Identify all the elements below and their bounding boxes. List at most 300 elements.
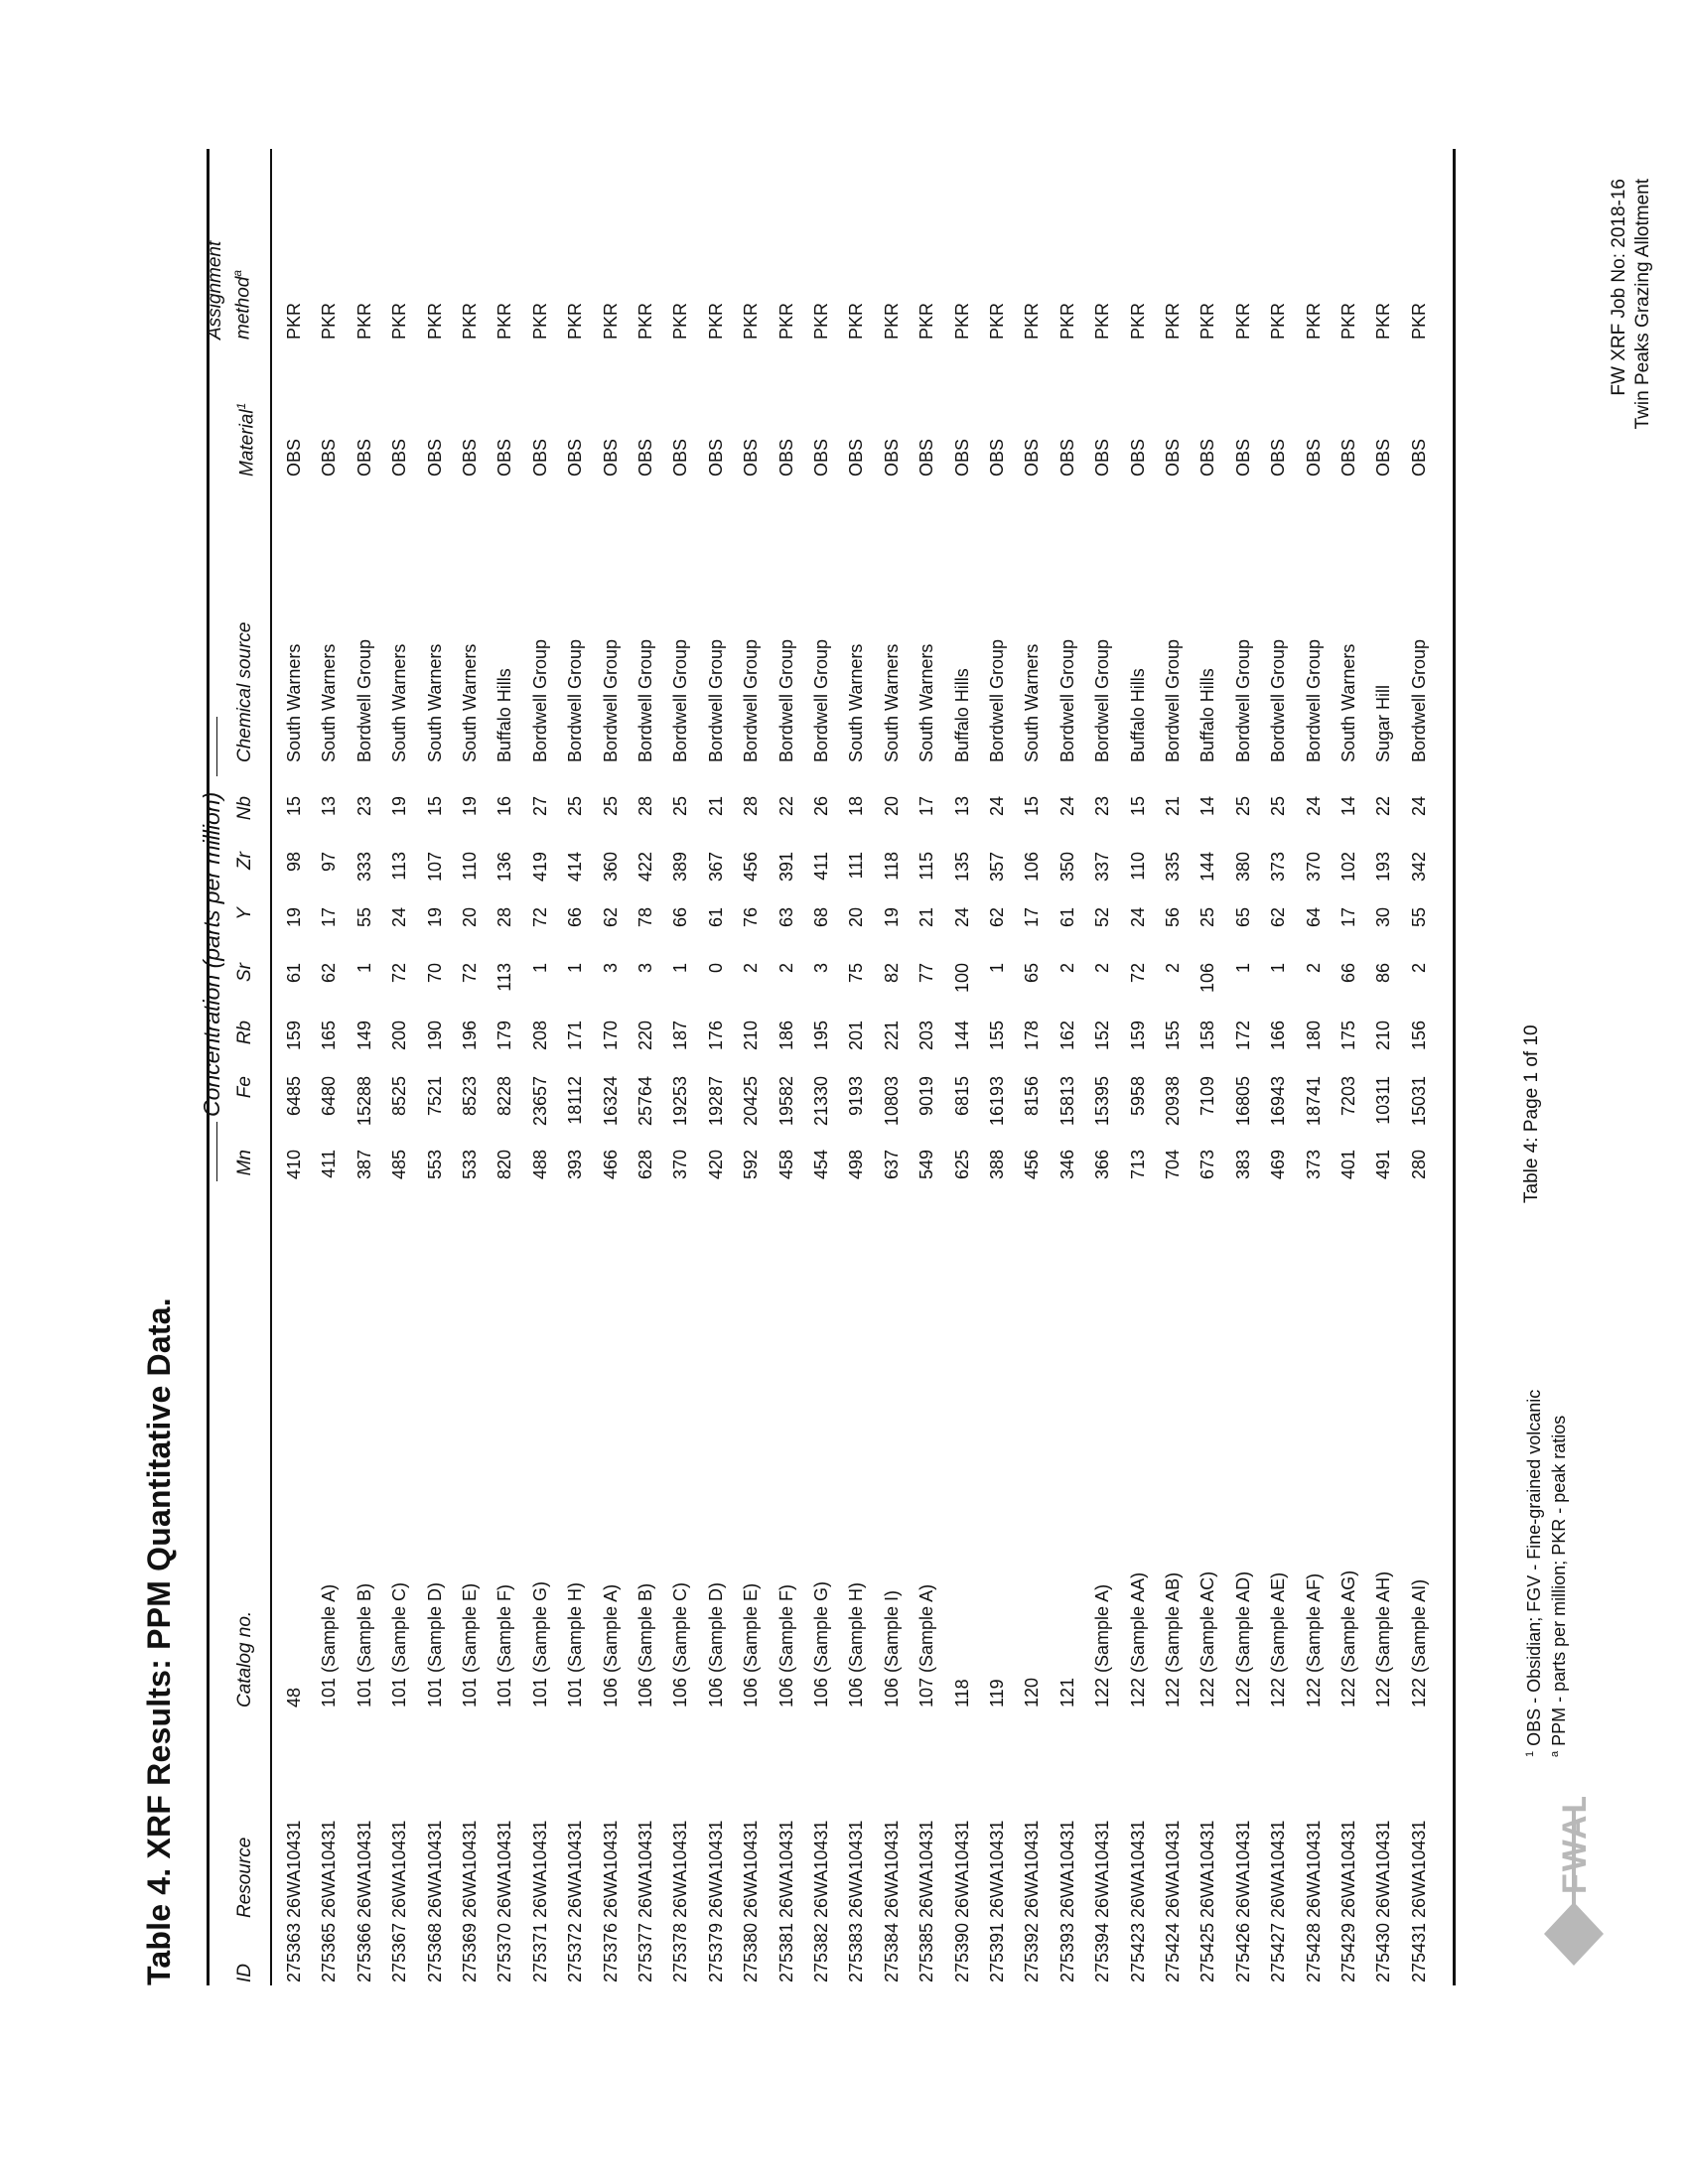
cell-y: 68 bbox=[811, 907, 831, 928]
cell-catalog: 101 (Sample C) bbox=[389, 1581, 410, 1707]
cell-zr: 367 bbox=[705, 852, 726, 883]
cell-y: 17 bbox=[319, 907, 340, 928]
cell-resource: 26WA10431 bbox=[319, 1820, 340, 1918]
cell-rb: 180 bbox=[1303, 1021, 1324, 1051]
cell-material: OBS bbox=[1303, 438, 1324, 477]
cell-sr: 72 bbox=[460, 963, 480, 984]
cell-nb: 15 bbox=[284, 796, 304, 817]
cell-fe: 8156 bbox=[1022, 1076, 1043, 1117]
table-row bbox=[1048, 0, 1083, 2184]
cell-material: OBS bbox=[1338, 438, 1358, 477]
cell-material: OBS bbox=[1373, 438, 1394, 477]
cell-resource: 26WA10431 bbox=[424, 1820, 445, 1918]
cell-sr: 106 bbox=[1197, 963, 1218, 994]
cell-resource: 26WA10431 bbox=[741, 1820, 762, 1918]
cell-sr: 1 bbox=[529, 963, 550, 974]
cell-sr: 2 bbox=[741, 963, 762, 974]
table-row bbox=[309, 0, 345, 2184]
cell-method: PKR bbox=[1197, 302, 1218, 340]
cell-resource: 26WA10431 bbox=[529, 1820, 550, 1918]
cell-sr: 2 bbox=[1056, 963, 1077, 974]
cell-resource: 26WA10431 bbox=[1408, 1820, 1429, 1918]
cell-sr: 72 bbox=[389, 963, 410, 984]
cell-nb: 25 bbox=[670, 796, 691, 817]
table-row bbox=[591, 0, 627, 2184]
cell-mn: 673 bbox=[1197, 1150, 1218, 1180]
cell-fe: 19287 bbox=[705, 1076, 726, 1127]
cell-mn: 373 bbox=[1303, 1150, 1324, 1180]
footnote-material: $^1$ OBS - Obsidian; FGV - Fine-grained volcanic bbox=[1524, 1389, 1544, 1757]
cell-nb: 17 bbox=[916, 796, 937, 817]
cell-method: PKR bbox=[1127, 302, 1148, 340]
cell-y: 20 bbox=[460, 907, 480, 928]
cell-resource: 26WA10431 bbox=[1303, 1820, 1324, 1918]
table-row bbox=[1329, 0, 1364, 2184]
cell-id: 275427 bbox=[1268, 1922, 1289, 1982]
cell-mn: 820 bbox=[494, 1150, 515, 1180]
group-line-left bbox=[216, 1122, 217, 1181]
concentration-group-header: Concentration (parts per million) bbox=[199, 791, 224, 1117]
cell-y: 24 bbox=[1127, 907, 1148, 928]
cell-catalog: 122 (Sample AC) bbox=[1197, 1570, 1218, 1707]
cell-material: OBS bbox=[1092, 438, 1113, 477]
cell-nb: 24 bbox=[1056, 796, 1077, 817]
cell-nb: 28 bbox=[741, 796, 762, 817]
cell-method: PKR bbox=[951, 302, 972, 340]
cell-rb: 155 bbox=[987, 1021, 1007, 1051]
cell-fe: 15288 bbox=[353, 1076, 374, 1127]
cell-zr: 110 bbox=[1127, 852, 1148, 881]
cell-rb: 187 bbox=[670, 1021, 691, 1051]
cell-method: PKR bbox=[460, 302, 480, 340]
cell-zr: 337 bbox=[1092, 852, 1113, 883]
cell-y: 17 bbox=[1338, 907, 1358, 928]
cell-catalog: 106 (Sample H) bbox=[846, 1581, 867, 1707]
cell-rb: 171 bbox=[565, 1021, 586, 1051]
cell-rb: 195 bbox=[811, 1021, 831, 1051]
cell-material: OBS bbox=[987, 438, 1007, 477]
cell-y: 52 bbox=[1092, 907, 1113, 928]
cell-sr: 66 bbox=[1338, 963, 1358, 984]
cell-method: PKR bbox=[424, 302, 445, 340]
cell-y: 24 bbox=[389, 907, 410, 928]
cell-zr: 357 bbox=[987, 852, 1007, 883]
project-name: Twin Peaks Grazing Allotment bbox=[1632, 179, 1653, 430]
cell-mn: 704 bbox=[1163, 1150, 1183, 1180]
cell-nb: 18 bbox=[846, 796, 867, 817]
cell-y: 19 bbox=[424, 907, 445, 928]
cell-sr: 1 bbox=[353, 963, 374, 974]
cell-fe: 7109 bbox=[1197, 1076, 1218, 1117]
cell-method: PKR bbox=[1232, 302, 1253, 340]
cell-y: 25 bbox=[1197, 907, 1218, 928]
cell-resource: 26WA10431 bbox=[881, 1820, 902, 1918]
cell-y: 21 bbox=[916, 907, 937, 928]
cell-rb: 178 bbox=[1022, 1021, 1043, 1051]
cell-fe: 6815 bbox=[951, 1076, 972, 1117]
cell-nb: 13 bbox=[319, 796, 340, 817]
cell-catalog: 122 (Sample AF) bbox=[1303, 1572, 1324, 1707]
cell-zr: 333 bbox=[353, 852, 374, 883]
cell-id: 275369 bbox=[460, 1922, 480, 1982]
cell-material: OBS bbox=[635, 438, 655, 477]
cell-method: PKR bbox=[353, 302, 374, 340]
cell-id: 275390 bbox=[951, 1922, 972, 1982]
cell-source: Bordwell Group bbox=[1408, 638, 1429, 762]
cell-sr: 100 bbox=[951, 963, 972, 994]
header-rb: Rb bbox=[234, 1021, 255, 1045]
cell-y: 65 bbox=[1232, 907, 1253, 928]
cell-resource: 26WA10431 bbox=[1268, 1820, 1289, 1918]
cell-rb: 170 bbox=[600, 1021, 621, 1051]
cell-sr: 62 bbox=[319, 963, 340, 984]
cell-rb: 144 bbox=[951, 1021, 972, 1051]
table-row bbox=[379, 0, 415, 2184]
cell-mn: 466 bbox=[600, 1150, 621, 1180]
cell-rb: 149 bbox=[353, 1021, 374, 1051]
cell-material: OBS bbox=[881, 438, 902, 477]
logo-text: FWAL bbox=[1556, 1797, 1594, 1894]
cell-nb: 25 bbox=[600, 796, 621, 817]
cell-y: 64 bbox=[1303, 907, 1324, 928]
cell-resource: 26WA10431 bbox=[705, 1820, 726, 1918]
table-row bbox=[907, 0, 942, 2184]
cell-rb: 172 bbox=[1232, 1021, 1253, 1051]
cell-resource: 26WA10431 bbox=[353, 1820, 374, 1918]
cell-method: PKR bbox=[1338, 302, 1358, 340]
cell-catalog: 122 (Sample AG) bbox=[1338, 1570, 1358, 1707]
cell-catalog: 106 (Sample E) bbox=[741, 1582, 762, 1707]
cell-catalog: 121 bbox=[1056, 1677, 1077, 1707]
cell-resource: 26WA10431 bbox=[1197, 1820, 1218, 1918]
table-row bbox=[801, 0, 837, 2184]
header-resource: Resource bbox=[234, 1837, 255, 1918]
header-nb: Nb bbox=[234, 796, 255, 821]
fwal-logo bbox=[1524, 1797, 1623, 1966]
cell-method: PKR bbox=[529, 302, 550, 340]
cell-mn: 454 bbox=[811, 1150, 831, 1180]
cell-fe: 10311 bbox=[1373, 1076, 1394, 1125]
cell-id: 275423 bbox=[1127, 1922, 1148, 1982]
cell-source: Buffalo Hills bbox=[494, 668, 515, 762]
cell-mn: 458 bbox=[775, 1150, 796, 1180]
cell-resource: 26WA10431 bbox=[916, 1820, 937, 1918]
cell-nb: 13 bbox=[951, 796, 972, 817]
cell-method: PKR bbox=[987, 302, 1007, 340]
cell-fe: 7203 bbox=[1338, 1076, 1358, 1117]
cell-y: 56 bbox=[1163, 907, 1183, 928]
table-row bbox=[942, 0, 978, 2184]
cell-resource: 26WA10431 bbox=[846, 1820, 867, 1918]
cell-y: 28 bbox=[494, 907, 515, 928]
cell-catalog: 106 (Sample C) bbox=[670, 1581, 691, 1707]
cell-mn: 713 bbox=[1127, 1150, 1148, 1180]
cell-zr: 97 bbox=[319, 852, 340, 873]
cell-resource: 26WA10431 bbox=[1056, 1820, 1077, 1918]
cell-fe: 5958 bbox=[1127, 1076, 1148, 1117]
cell-y: 19 bbox=[881, 907, 902, 928]
cell-rb: 210 bbox=[741, 1021, 762, 1051]
cell-source: Bordwell Group bbox=[670, 638, 691, 762]
cell-material: OBS bbox=[670, 438, 691, 477]
cell-method: PKR bbox=[389, 302, 410, 340]
cell-method: PKR bbox=[1268, 302, 1289, 340]
table-row bbox=[836, 0, 872, 2184]
cell-method: PKR bbox=[881, 302, 902, 340]
cell-sr: 2 bbox=[775, 963, 796, 974]
cell-resource: 26WA10431 bbox=[635, 1820, 655, 1918]
cell-id: 275391 bbox=[987, 1922, 1007, 1982]
cell-mn: 393 bbox=[565, 1150, 586, 1180]
cell-source: Bordwell Group bbox=[741, 638, 762, 762]
table-row bbox=[767, 0, 802, 2184]
cell-mn: 387 bbox=[353, 1150, 374, 1180]
cell-zr: 118 bbox=[881, 852, 902, 881]
cell-rb: 176 bbox=[705, 1021, 726, 1051]
cell-sr: 3 bbox=[811, 963, 831, 974]
cell-catalog: 107 (Sample A) bbox=[916, 1583, 937, 1707]
cell-source: Bordwell Group bbox=[1092, 638, 1113, 762]
cell-fe: 16943 bbox=[1268, 1076, 1289, 1127]
cell-catalog: 122 (Sample AB) bbox=[1163, 1571, 1183, 1707]
cell-catalog: 101 (Sample A) bbox=[319, 1583, 340, 1707]
cell-source: Buffalo Hills bbox=[1197, 668, 1218, 762]
cell-method: PKR bbox=[916, 302, 937, 340]
table-row bbox=[1188, 0, 1223, 2184]
cell-nb: 21 bbox=[1163, 796, 1183, 817]
cell-y: 61 bbox=[1056, 907, 1077, 928]
cell-material: OBS bbox=[951, 438, 972, 477]
header-zr: Zr bbox=[234, 852, 255, 870]
cell-method: PKR bbox=[811, 302, 831, 340]
cell-mn: 401 bbox=[1338, 1150, 1358, 1180]
cell-nb: 24 bbox=[1303, 796, 1324, 817]
cell-source: South Warners bbox=[846, 643, 867, 762]
cell-zr: 115 bbox=[916, 852, 937, 881]
cell-catalog: 106 (Sample I) bbox=[881, 1589, 902, 1707]
cell-fe: 8228 bbox=[494, 1076, 515, 1117]
cell-resource: 26WA10431 bbox=[775, 1820, 796, 1918]
cell-rb: 166 bbox=[1268, 1021, 1289, 1051]
cell-id: 275370 bbox=[494, 1922, 515, 1982]
cell-rb: 175 bbox=[1338, 1021, 1358, 1051]
cell-source: South Warners bbox=[389, 643, 410, 762]
cell-y: 62 bbox=[1268, 907, 1289, 928]
cell-material: OBS bbox=[600, 438, 621, 477]
table-row bbox=[1082, 0, 1118, 2184]
table-row bbox=[520, 0, 556, 2184]
header-material: Material$^1$ bbox=[234, 402, 258, 477]
cell-nb: 15 bbox=[424, 796, 445, 817]
cell-zr: 135 bbox=[951, 852, 972, 883]
cell-method: PKR bbox=[670, 302, 691, 340]
cell-material: OBS bbox=[284, 438, 304, 477]
cell-material: OBS bbox=[916, 438, 937, 477]
cell-resource: 26WA10431 bbox=[1338, 1820, 1358, 1918]
cell-sr: 1 bbox=[1232, 963, 1253, 974]
cell-material: OBS bbox=[741, 438, 762, 477]
cell-zr: 370 bbox=[1303, 852, 1324, 883]
cell-mn: 420 bbox=[705, 1150, 726, 1180]
table-row bbox=[977, 0, 1013, 2184]
cell-catalog: 106 (Sample A) bbox=[600, 1583, 621, 1707]
cell-zr: 389 bbox=[670, 852, 691, 883]
cell-catalog: 106 (Sample F) bbox=[775, 1583, 796, 1707]
cell-mn: 383 bbox=[1232, 1150, 1253, 1180]
cell-y: 19 bbox=[284, 907, 304, 928]
cell-fe: 9193 bbox=[846, 1076, 867, 1117]
cell-mn: 625 bbox=[951, 1150, 972, 1180]
cell-nb: 23 bbox=[1092, 796, 1113, 817]
cell-zr: 411 bbox=[811, 852, 831, 881]
cell-zr: 136 bbox=[494, 852, 515, 883]
cell-fe: 15031 bbox=[1408, 1076, 1429, 1127]
cell-method: PKR bbox=[1408, 302, 1429, 340]
cell-source: Bordwell Group bbox=[1163, 638, 1183, 762]
cell-id: 275381 bbox=[775, 1922, 796, 1982]
cell-source: Bordwell Group bbox=[1303, 638, 1324, 762]
cell-y: 55 bbox=[353, 907, 374, 928]
cell-id: 275368 bbox=[424, 1922, 445, 1982]
cell-method: PKR bbox=[775, 302, 796, 340]
cell-catalog: 101 (Sample B) bbox=[353, 1582, 374, 1707]
cell-source: Buffalo Hills bbox=[1127, 668, 1148, 762]
cell-id: 275394 bbox=[1092, 1922, 1113, 1982]
job-number: FW XRF Job No: 2018-16 bbox=[1609, 179, 1629, 396]
cell-rb: 152 bbox=[1092, 1021, 1113, 1051]
cell-sr: 1 bbox=[670, 963, 691, 974]
cell-zr: 111 bbox=[846, 852, 867, 880]
cell-rb: 155 bbox=[1163, 1021, 1183, 1051]
table-row bbox=[1363, 0, 1399, 2184]
table-row bbox=[450, 0, 486, 2184]
cell-id: 275429 bbox=[1338, 1922, 1358, 1982]
cell-source: Sugar Hill bbox=[1373, 684, 1394, 762]
cell-catalog: 122 (Sample AA) bbox=[1127, 1571, 1148, 1707]
cell-nb: 22 bbox=[775, 796, 796, 817]
cell-sr: 3 bbox=[635, 963, 655, 974]
cell-zr: 456 bbox=[741, 852, 762, 883]
cell-rb: 210 bbox=[1373, 1021, 1394, 1051]
cell-source: South Warners bbox=[424, 643, 445, 762]
cell-source: South Warners bbox=[319, 643, 340, 762]
cell-sr: 72 bbox=[1127, 963, 1148, 984]
cell-fe: 6480 bbox=[319, 1076, 340, 1117]
cell-zr: 360 bbox=[600, 852, 621, 883]
cell-sr: 61 bbox=[284, 963, 304, 984]
table-row bbox=[485, 0, 520, 2184]
cell-material: OBS bbox=[494, 438, 515, 477]
cell-source: Bordwell Group bbox=[1056, 638, 1077, 762]
cell-fe: 19253 bbox=[670, 1076, 691, 1127]
table-row bbox=[731, 0, 767, 2184]
cell-resource: 26WA10431 bbox=[670, 1820, 691, 1918]
cell-source: South Warners bbox=[916, 643, 937, 762]
table-row bbox=[555, 0, 591, 2184]
cell-nb: 24 bbox=[987, 796, 1007, 817]
cell-catalog: 101 (Sample F) bbox=[494, 1583, 515, 1707]
header-assignment-method: Assignment method$^a$ bbox=[205, 240, 254, 340]
cell-id: 275366 bbox=[353, 1922, 374, 1982]
cell-material: OBS bbox=[460, 438, 480, 477]
table-row bbox=[1399, 0, 1435, 2184]
header-catalog: Catalog no. bbox=[234, 1610, 255, 1707]
table-row bbox=[1012, 0, 1048, 2184]
cell-fe: 18741 bbox=[1303, 1076, 1324, 1127]
cell-method: PKR bbox=[600, 302, 621, 340]
cell-resource: 26WA10431 bbox=[811, 1820, 831, 1918]
cell-id: 275383 bbox=[846, 1922, 867, 1982]
cell-rb: 196 bbox=[460, 1021, 480, 1051]
cell-fe: 7521 bbox=[424, 1076, 445, 1117]
cell-rb: 162 bbox=[1056, 1021, 1077, 1051]
cell-catalog: 101 (Sample D) bbox=[424, 1581, 445, 1707]
cell-fe: 16193 bbox=[987, 1076, 1007, 1127]
cell-rb: 220 bbox=[635, 1021, 655, 1051]
cell-y: 55 bbox=[1408, 907, 1429, 928]
cell-sr: 3 bbox=[600, 963, 621, 974]
cell-fe: 8523 bbox=[460, 1076, 480, 1117]
cell-sr: 86 bbox=[1373, 963, 1394, 984]
diamond-logo-icon bbox=[1544, 1902, 1604, 1966]
cell-resource: 26WA10431 bbox=[600, 1820, 621, 1918]
cell-source: South Warners bbox=[1022, 643, 1043, 762]
cell-resource: 26WA10431 bbox=[1127, 1820, 1148, 1918]
cell-material: OBS bbox=[319, 438, 340, 477]
table-row bbox=[1258, 0, 1294, 2184]
cell-mn: 410 bbox=[284, 1150, 304, 1180]
cell-material: OBS bbox=[1197, 438, 1218, 477]
cell-catalog: 120 bbox=[1022, 1677, 1043, 1707]
cell-source: South Warners bbox=[1338, 643, 1358, 762]
cell-nb: 26 bbox=[811, 796, 831, 817]
cell-zr: 391 bbox=[775, 852, 796, 883]
table-row bbox=[415, 0, 451, 2184]
cell-method: PKR bbox=[565, 302, 586, 340]
cell-id: 275363 bbox=[284, 1922, 304, 1982]
cell-rb: 203 bbox=[916, 1021, 937, 1051]
table-row bbox=[872, 0, 908, 2184]
cell-source: Buffalo Hills bbox=[951, 668, 972, 762]
cell-y: 24 bbox=[951, 907, 972, 928]
cell-mn: 549 bbox=[916, 1150, 937, 1180]
cell-sr: 1 bbox=[1268, 963, 1289, 974]
cell-zr: 98 bbox=[284, 852, 304, 873]
cell-material: OBS bbox=[389, 438, 410, 477]
cell-zr: 414 bbox=[565, 852, 586, 883]
cell-mn: 370 bbox=[670, 1150, 691, 1180]
cell-material: OBS bbox=[1127, 438, 1148, 477]
cell-y: 66 bbox=[670, 907, 691, 928]
cell-nb: 23 bbox=[353, 796, 374, 817]
cell-mn: 346 bbox=[1056, 1150, 1077, 1180]
cell-sr: 75 bbox=[846, 963, 867, 984]
cell-source: Bordwell Group bbox=[1232, 638, 1253, 762]
cell-rb: 179 bbox=[494, 1021, 515, 1051]
cell-method: PKR bbox=[1092, 302, 1113, 340]
cell-zr: 342 bbox=[1408, 852, 1429, 883]
cell-catalog: 101 (Sample G) bbox=[529, 1580, 550, 1707]
cell-y: 62 bbox=[600, 907, 621, 928]
cell-rb: 201 bbox=[846, 1021, 867, 1051]
cell-id: 275379 bbox=[705, 1922, 726, 1982]
cell-id: 275428 bbox=[1303, 1922, 1324, 1982]
cell-rb: 221 bbox=[881, 1021, 902, 1051]
cell-mn: 592 bbox=[741, 1150, 762, 1180]
cell-source: Bordwell Group bbox=[811, 638, 831, 762]
cell-method: PKR bbox=[1056, 302, 1077, 340]
cell-id: 275382 bbox=[811, 1922, 831, 1982]
